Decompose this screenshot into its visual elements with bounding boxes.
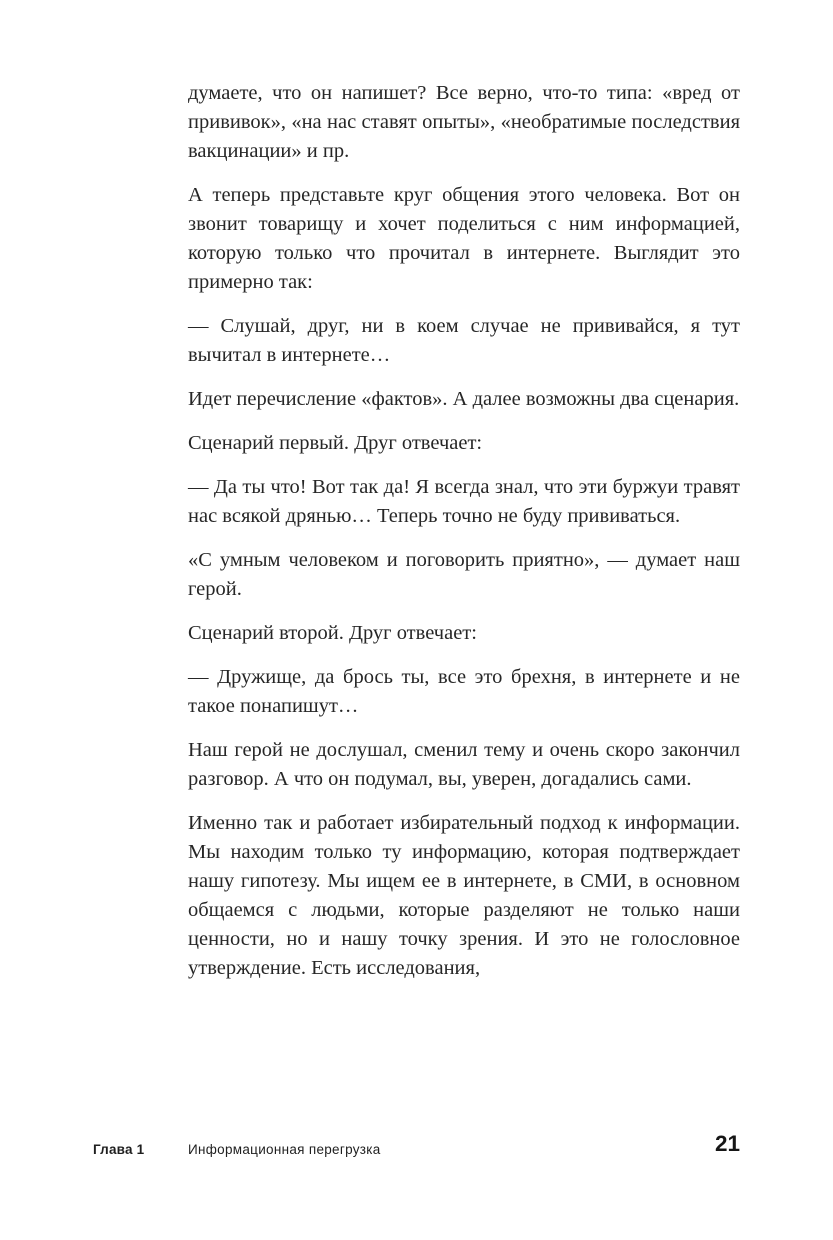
paragraph-dialogue: — Да ты что! Вот так да! Я всегда знал, что эти буржуи травят нас всякой дрянью… Теперь точно не буду прививаться. [188, 476, 740, 527]
footer-page-number: 21 [714, 1131, 740, 1156]
paragraph: Сценарий второй. Друг отвечает: [188, 622, 477, 644]
paragraph: Идет перечисление «фактов». А далее возможны два сценария. [188, 388, 740, 410]
paragraph: Сценарий первый. Друг отвечает: [188, 432, 483, 454]
body-text-column [188, 79, 740, 983]
paragraph-dialogue: — Слушай, друг, ни в коем случае не прививайся, я тут вычитал в интернете… [188, 315, 740, 366]
paragraph: Наш герой не дослушал, сменил тему и очень скоро закончил разговор. А что он подумал, вы, уверен, догадались сами. [188, 739, 740, 790]
footer-chapter-label: Глава 1 [93, 1142, 145, 1157]
footer-chapter-title: Информационная перегрузка [188, 1142, 381, 1157]
paragraph: Именно так и работает избирательный подход к информации. Мы находим только ту информацию, которая подтверждает нашу гипотезу. Мы ищем ее в интернете, в СМИ, в основном общаемся с людьми, которые разделяют не только наши ценности, но и нашу точку зрения. И это не голословное утверждение. Есть исследования, [188, 812, 740, 979]
paragraph: «С умным человеком и поговорить приятно», — думает наш герой. [188, 549, 740, 600]
paragraph-dialogue: — Дружище, да брось ты, все это брехня, в интернете и не такое понапишут… [188, 666, 740, 717]
paragraph: А теперь представьте круг общения этого человека. Вот он звонит товарищу и хочет поделиться с ним информацией, которую только что прочитал в интернете. Выглядит это примерно так: [188, 184, 740, 293]
paragraph: думаете, что он напишет? Все верно, что-то типа: «вред от прививок», «на нас ставят опыты», «необратимые последствия вакцинации» и пр. [188, 82, 740, 162]
